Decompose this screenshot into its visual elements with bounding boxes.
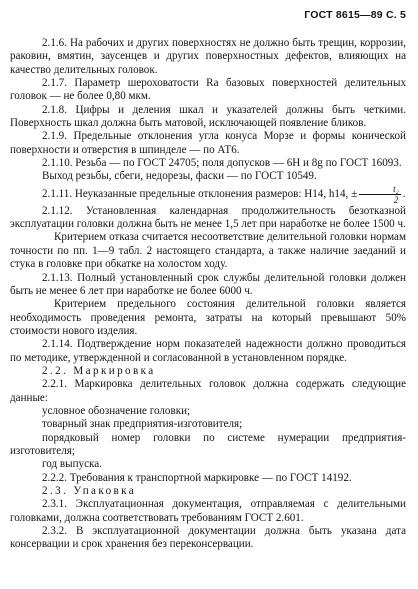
paragraph-2-1-13: 2.1.13. Полный установленный срок службы делительной головки должен быть не менее 6 лет при наработке не более 6000 ч. <box>10 271 406 297</box>
paragraph-2-1-9: 2.1.9. Предельные отклонения угла конуса Морзе и формы конической поверхности и отверстия в шпинделе — по АТ6. <box>10 130 406 156</box>
paragraph-2-1-12: 2.1.12. Установленная календарная продолжительность безотказной эксплуатации головки должна быть не менее 1,5 лет при наработке не более 1500 ч. <box>10 204 406 231</box>
paragraph-thread-exit: Выход резьбы, сбеги, недорезы, фаски — по ГОСТ 10549. <box>42 170 317 183</box>
fraction-numerator: t₂ <box>359 184 401 195</box>
section-heading-packaging: 2.3. Упаковка <box>42 485 137 497</box>
list-item: порядковый номер головки по системе нумерации предприятия-изготовителя; <box>10 431 406 457</box>
paragraph-2-1-8: 2.1.8. Цифры и деления шкал и указателей должны быть четкими. Поверхность шкал должна быть матовой, исключающей появление бликов. <box>10 103 406 130</box>
list-item: год выпуска. <box>42 458 102 471</box>
tolerance-text: 2.1.11. Неуказанные предельные отклонения размеров: Н14, h14, ± <box>42 187 358 200</box>
document-body <box>10 37 406 552</box>
paragraph-2-3-2: 2.3.2. В эксплуатационной документации должна быть указана дата консервации и срок хранения без переконсервации. <box>10 525 406 551</box>
paragraph-limit-criterion: Критерием предельного состояния делительной головки является необходимость проведения ремонта, затраты на который превышают 50% стоимости нового изделия. <box>10 298 406 337</box>
paragraph-failure-criterion: Критерием отказа считается несоответствие делительной головки нормам точности по пп. 1—9 табл. 2 настоящего стандарта, а также наличие заеданий и стука в головке при обкатке на холостом ходу. <box>10 231 406 271</box>
tolerance-fraction <box>359 184 401 205</box>
paragraph-2-1-7: 2.1.7. Параметр шероховатости Ra базовых поверхностей делительных головок — не более 0,80 мкм. <box>10 77 406 103</box>
paragraph-2-1-10: 2.1.10. Резьба — по ГОСТ 24705; поля допусков — 6Н и 8g по ГОСТ 16093. <box>42 157 402 170</box>
tolerance-end: . <box>402 187 406 200</box>
paragraph-2-2-2: 2.2.2. Требования к транспортной маркировке — по ГОСТ 14192. <box>42 471 352 484</box>
paragraph-2-1-6: 2.1.6. На рабочих и других поверхностях не должно быть трещин, коррозии, раковин, вмятин, заусенцев и других поверхностных дефектов, влияющих на качество делительных головок. <box>10 37 406 76</box>
paragraph-2-1-11 <box>10 184 406 205</box>
paragraph-2-3-1: 2.3.1. Эксплуатационная документация, отправляемая с делительными головками, должна соответствовать требованиям ГОСТ 2.601. <box>10 498 406 524</box>
paragraph-2-2-1: 2.2.1. Маркировка делительных головок должна содержать следующие данные: <box>10 378 406 404</box>
list-item: товарный знак предприятия-изготовителя; <box>42 418 243 431</box>
list-item: условное обозначение головки; <box>42 404 191 417</box>
page-header: ГОСТ 8615—89 С. 5 <box>304 9 406 21</box>
fraction-denominator: 2 <box>393 194 399 205</box>
section-heading-marking: 2.2. Маркировка <box>42 364 156 377</box>
paragraph-2-1-14: 2.1.14. Подтверждение норм показателей надежности должно проводиться по методике, утвержденной и согласованной в установленном порядке. <box>10 338 406 364</box>
